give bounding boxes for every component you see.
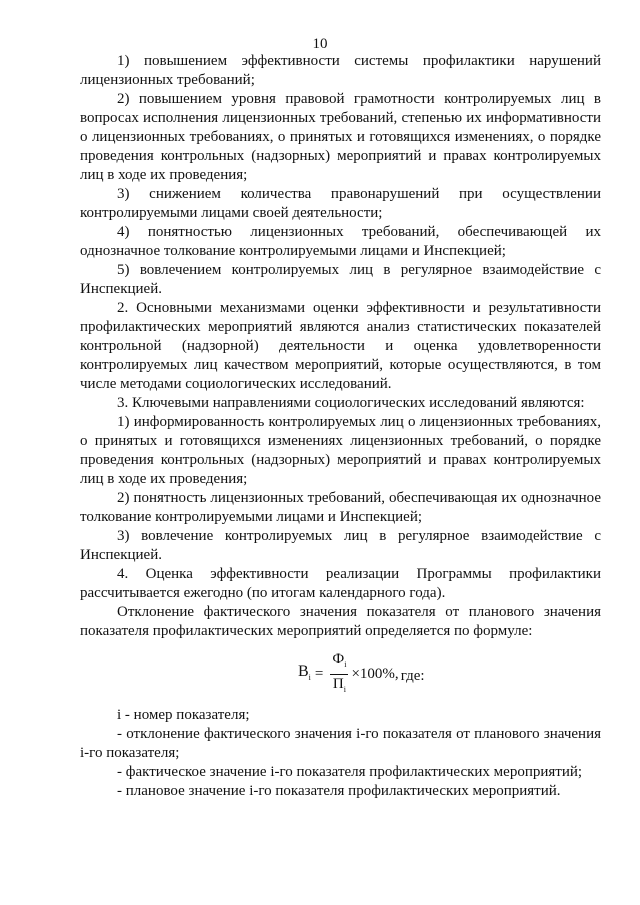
- paragraph: 4. Оценка эффективности реализации Программы профилактики рассчитывается ежегодно (по итогам календарного года).: [80, 566, 601, 601]
- paragraph: 2. Основными механизмами оценки эффективности и результативности профилактических мероприятий являются анализ статистических показателей контрольной (надзорной) деятельности и оценка удовлетворенности контролируемых лиц качеством мероприятий, которые осуществляются, в том числе методами социологических исследований.: [80, 300, 601, 392]
- deviation-formula: [298, 651, 601, 698]
- legend-item: - отклонение фактического значения i-го показателя от планового значения i-го показателя;: [80, 726, 601, 761]
- legend-item: - плановое значение i-го показателя профилактических мероприятий.: [117, 783, 561, 799]
- paragraph: 3. Ключевыми направлениями социологических исследований являются:: [117, 395, 585, 411]
- paragraph: Отклонение фактического значения показателя от планового значения показателя профилактических мероприятий определяется по формуле:: [80, 604, 601, 639]
- paragraph: 1) повышением эффективности системы профилактики нарушений лицензионных требований;: [80, 53, 601, 88]
- formula-multiplier: ×100%,: [351, 666, 399, 682]
- paragraph: 2) повышением уровня правовой грамотности контролируемых лиц в вопросах исполнения лицензионных требований, степенью их информативности о лицензионных требованиях, о принятых и готовящихся изменениях, о порядке проведения контрольных (надзорных) мероприятий и правах контролируемых лиц в ходе их проведения;: [80, 91, 601, 183]
- paragraph: 5) вовлечением контролируемых лиц в регулярное взаимодействие с Инспекцией.: [80, 262, 601, 297]
- legend-item: i - номер показателя;: [117, 707, 250, 723]
- formula-numerator: $Ф_i$: [330, 651, 348, 675]
- formula-equals: =: [314, 666, 324, 682]
- paragraph: 3) снижением количества правонарушений при осуществлении контролируемыми лицами своей деятельности;: [80, 186, 601, 221]
- paragraph: 2) понятность лицензионных требований, обеспечивающая их однозначное толкование контролируемыми лицами и Инспекцией;: [80, 490, 601, 525]
- formula-fraction: [330, 651, 348, 698]
- paragraph: 4) понятностью лицензионных требований, обеспечивающей их однозначное толкование контролируемыми лицами и Инспекцией;: [80, 224, 601, 259]
- formula-suffix: где:: [400, 668, 425, 684]
- legend-item: - фактическое значение i-го показателя профилактических мероприятий;: [117, 764, 583, 780]
- formula-lhs: $В_i$: [298, 662, 311, 683]
- formula-denominator: $П_i$: [332, 676, 346, 694]
- formula-legend: [80, 706, 601, 801]
- document-body: [80, 52, 601, 801]
- paragraph: 1) информированность контролируемых лиц о лицензионных требованиях, о принятых и готовящихся изменениях лицензионных требований, о порядке проведения контрольных (надзорных) мероприятий и правах контролируемых лиц в ходе их проведения;: [80, 414, 601, 487]
- page-number: 10: [312, 36, 328, 52]
- paragraph: 3) вовлечение контролируемых лиц в регулярное взаимодействие с Инспекцией.: [80, 528, 601, 563]
